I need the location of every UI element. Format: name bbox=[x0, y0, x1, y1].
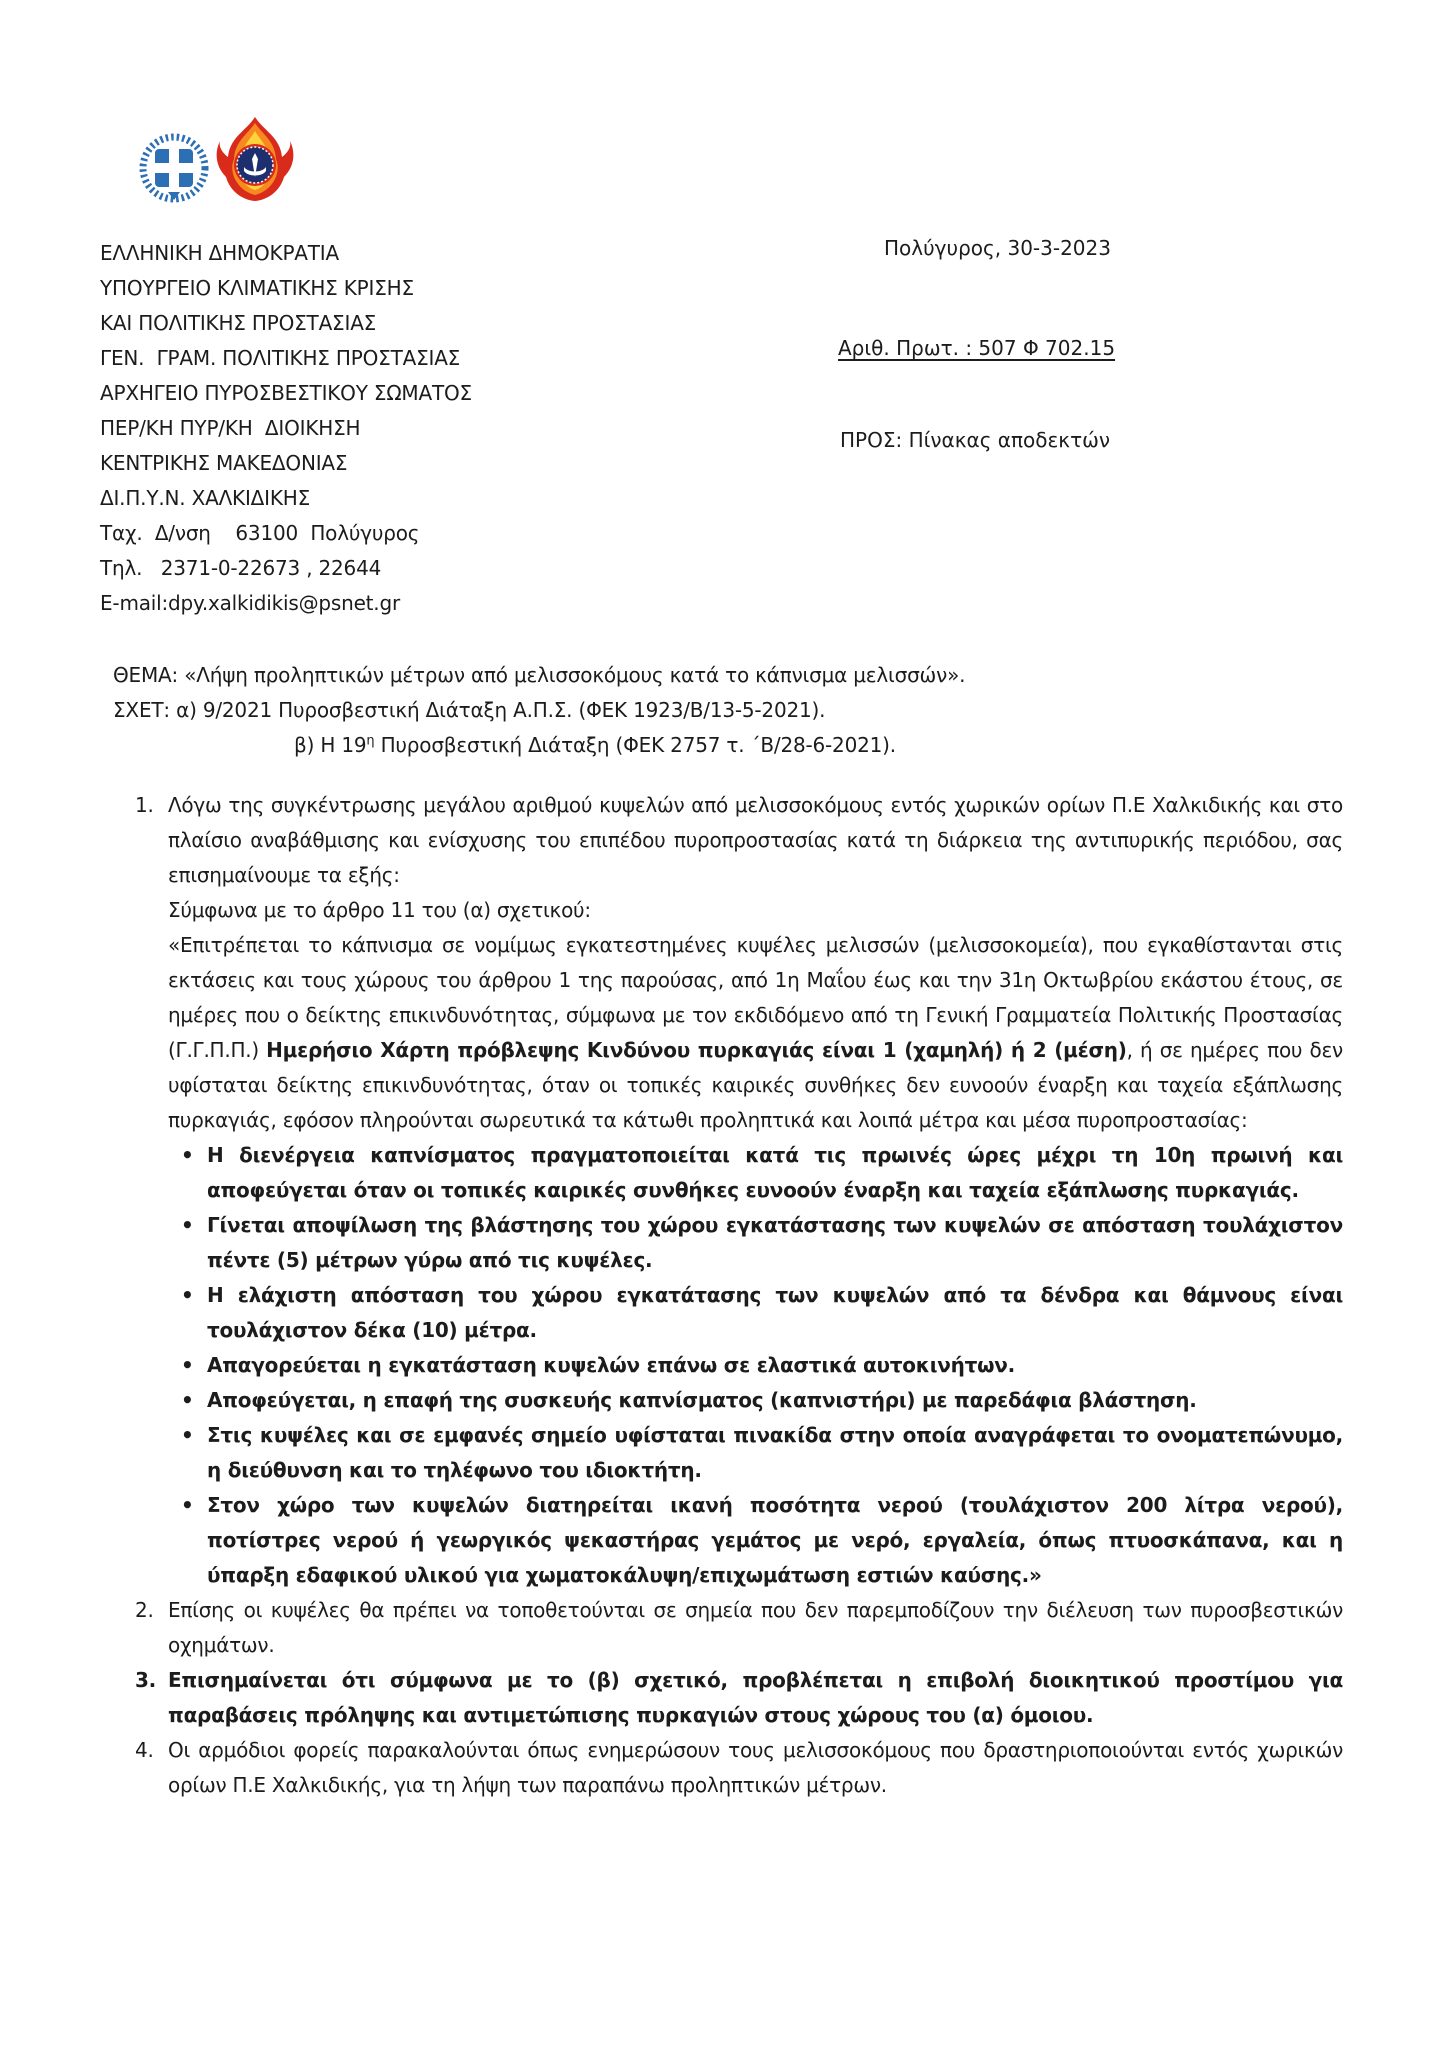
item-content bbox=[168, 1593, 1343, 1663]
numbered-item bbox=[135, 788, 1343, 1593]
body-paragraph bbox=[168, 928, 1343, 1138]
subject-block bbox=[113, 658, 1353, 763]
paragraph-text: «Επιτρέπεται το κάπνισμα σε νομίμως εγκατεστημένες κυψέλες μελισσών (μελισσοκομεία), που εγκαθίστανται στις εκτάσεις και τους χώρους του άρθρου 1 της παρούσας, από 1η Μαΐου έως και την 31η Οκτωβρίου εκάστου έτους, σε ημέρες που ο δείκτης επικινδυνότητας, σύμφωνα με τον εκδιδόμενο από τη Γενική Γραμματεία Πολιτικής Προστασίας (Γ.Γ.Π.Π.) bbox=[168, 933, 1343, 1062]
reference-b-superscript: η bbox=[366, 733, 375, 749]
subject-line-thema: ΘΕΜΑ: «Λήψη προληπτικών μέτρων από μελισσοκόμους κατά το κάπνισμα μελισσών». bbox=[113, 663, 966, 687]
sender-line: ΑΡΧΗΓΕΙΟ ΠΥΡΟΣΒΕΣΤΙΚΟΥ ΣΩΜΑΤΟΣ bbox=[100, 381, 472, 405]
sender-line: ΠΕΡ/ΚΗ ΠΥΡ/ΚΗ ΔΙΟΙΚΗΣΗ bbox=[100, 416, 361, 440]
sender-line: Τηλ. 2371-0-22673 , 22644 bbox=[100, 556, 382, 580]
sender-line: Ταχ. Δ/νση 63100 Πολύγυρος bbox=[100, 521, 420, 545]
paragraph-text: Ημερήσιο Χάρτη πρόβλεψης Κινδύνου πυρκαγιάς είναι 1 (χαμηλή) ή 2 (μέση) bbox=[266, 1038, 1127, 1062]
bullet-item: • Η ελάχιστη απόσταση του χώρου εγκατάτασης των κυψελών από τα δένδρα και θάμνους είναι τουλάχιστον δέκα (10) μέτρα. bbox=[168, 1278, 1343, 1348]
item-content bbox=[168, 1663, 1343, 1733]
numbered-item bbox=[135, 1663, 1343, 1733]
bullet-item: • Αποφεύγεται, η επαφή της συσκευής καπνίσματος (καπνιστήρι) με παρεδάφια βλάστηση. bbox=[168, 1383, 1343, 1418]
body-numbered-list bbox=[135, 788, 1343, 1803]
sender-line: ΥΠΟΥΡΓΕΙΟ ΚΛΙΜΑΤΙΚΗΣ ΚΡΙΣΗΣ bbox=[100, 276, 414, 300]
numbered-item bbox=[135, 1733, 1343, 1803]
reference-line-a: ΣΧΕΤ: α) 9/2021 Πυροσβεστική Διάταξη Α.Π.Σ. (ΦΕΚ 1923/Β/13-5-2021). bbox=[113, 698, 826, 722]
body-paragraph bbox=[168, 1733, 1343, 1803]
paragraph-text: , ή σε ημέρες που δεν υφίσταται δείκτης επικινδυνότητας, όταν οι τοπικές καιρικές συνθήκες δεν ευνοούν έναρξη και ταχεία εξάπλωσης πυρκαγιάς, εφόσον πληρούνται σωρευτικά τα κάτωθι προληπτικά και λοιπά μέτρα και μέσα πυροπροστασίας: bbox=[168, 1038, 1343, 1132]
greek-republic-emblem-icon bbox=[138, 130, 210, 206]
item-number: 4. bbox=[135, 1738, 154, 1762]
bullet-item: • Γίνεται αποψίλωση της βλάστησης του χώρου εγκατάστασης των κυψελών σε απόσταση τουλάχιστον πέντε (5) μέτρων γύρω από τις κυψέλες. bbox=[168, 1208, 1343, 1278]
item-content bbox=[168, 788, 1343, 1593]
document-date: Πολύγυρος, 30-3-2023 bbox=[884, 236, 1111, 260]
recipient-line: ΠΡΟΣ: Πίνακας αποδεκτών bbox=[840, 428, 1111, 452]
body-paragraph bbox=[168, 1663, 1343, 1733]
item-number: 1. bbox=[135, 793, 154, 817]
item-number: 2. bbox=[135, 1598, 154, 1622]
letterhead-emblems bbox=[138, 112, 308, 212]
bullet-item: • Η διενέργεια καπνίσματος πραγματοποιείται κατά τις πρωινές ώρες μέχρι τη 10η πρωινή και αποφεύγεται όταν οι τοπικές καιρικές συνθήκες ευνοούν έναρξη και ταχεία εξάπλωσης πυρκαγιάς. bbox=[168, 1138, 1343, 1208]
reference-b-text: β) Η 19 bbox=[294, 733, 367, 757]
body-paragraph bbox=[168, 1593, 1343, 1663]
body-paragraph bbox=[168, 893, 1343, 928]
paragraph-text: Οι αρμόδιοι φορείς παρακαλούνται όπως ενημερώσουν τους μελισσοκόμους που δραστηριοποιούνται εντός χωρικών ορίων Π.Ε Χαλκιδικής, για τη λήψη των παραπάνω προληπτικών μέτρων. bbox=[168, 1738, 1343, 1797]
bullet-item: • Στις κυψέλες και σε εμφανές σημείο υφίσταται πινακίδα στην οποία αναγράφεται το ονοματεπώνυμο, η διεύθυνση και το τηλέφωνο του ιδιοκτήτη. bbox=[168, 1418, 1343, 1488]
sender-line: ΔΙ.Π.Υ.Ν. ΧΑΛΚΙΔΙΚΗΣ bbox=[100, 486, 311, 510]
reference-line-b bbox=[113, 728, 1353, 763]
sender-line: ΓΕΝ. ΓΡΑΜ. ΠΟΛΙΤΙΚΗΣ ΠΡΟΣΤΑΣΙΑΣ bbox=[100, 346, 461, 370]
item-content bbox=[168, 1733, 1343, 1803]
paragraph-text: Επίσης οι κυψέλες θα πρέπει να τοποθετούνται σε σημεία που δεν παρεμποδίζουν την διέλευση των πυροσβεστικών οχημάτων. bbox=[168, 1598, 1343, 1657]
body-paragraph bbox=[168, 788, 1343, 893]
sender-line: ΕΛΛΗΝΙΚΗ ΔΗΜΟΚΡΑΤΙΑ bbox=[100, 241, 339, 265]
item-number: 3. bbox=[135, 1668, 157, 1692]
bullet-item: • Απαγορεύεται η εγκατάσταση κυψελών επάνω σε ελαστικά αυτοκινήτων. bbox=[168, 1348, 1343, 1383]
bullet-list bbox=[168, 1138, 1343, 1593]
paragraph-text: Σύμφωνα με το άρθρο 11 του (α) σχετικού: bbox=[168, 898, 591, 922]
sender-line: ΚΑΙ ΠΟΛΙΤΙΚΗΣ ΠΡΟΣΤΑΣΙΑΣ bbox=[100, 311, 377, 335]
fire-service-emblem-icon bbox=[214, 115, 296, 203]
sender-line: E-mail:dpy.xalkidikis@psnet.gr bbox=[100, 591, 400, 615]
paragraph-text: Λόγω της συγκέντρωσης μεγάλου αριθμού κυψελών από μελισσοκόμους εντός χωρικών ορίων Π.Ε Χαλκιδικής και στο πλαίσιο αναβάθμισης και ενίσχυσης του επιπέδου πυροπροστασίας κατά τη διάρκεια της αντιπυρικής περιόδου, σας επισημαίνουμε τα εξής: bbox=[168, 793, 1343, 887]
paragraph-text: Επισημαίνεται ότι σύμφωνα με το (β) σχετικό, προβλέπεται η επιβολή διοικητικού προστίμου για παραβάσεις πρόληψης και αντιμετώπισης πυρκαγιών στους χώρους του (α) όμοιου. bbox=[168, 1668, 1343, 1727]
reference-b-text-tail: Πυροσβεστική Διάταξη (ΦΕΚ 2757 τ. ΄Β/28-6-2021). bbox=[374, 733, 896, 757]
sender-line: ΚΕΝΤΡΙΚΗΣ ΜΑΚΕΔΟΝΙΑΣ bbox=[100, 451, 348, 475]
numbered-item bbox=[135, 1593, 1343, 1663]
sender-address-block bbox=[100, 236, 472, 621]
bullet-item: • Στον χώρο των κυψελών διατηρείται ικανή ποσότητα νερού (τουλάχιστον 200 λίτρα νερού), ποτίστρες νερού ή γεωργικός ψεκαστήρας γεμάτος με νερό, εργαλεία, όπως πτυοσκάπανα, και η ύπαρξη εδαφικού υλικού για χωματοκάλυψη/επιχωμάτωση εστιών καύσης.» bbox=[168, 1488, 1343, 1593]
protocol-number: Αριθ. Πρωτ. : 507 Φ 702.15 bbox=[838, 336, 1116, 360]
